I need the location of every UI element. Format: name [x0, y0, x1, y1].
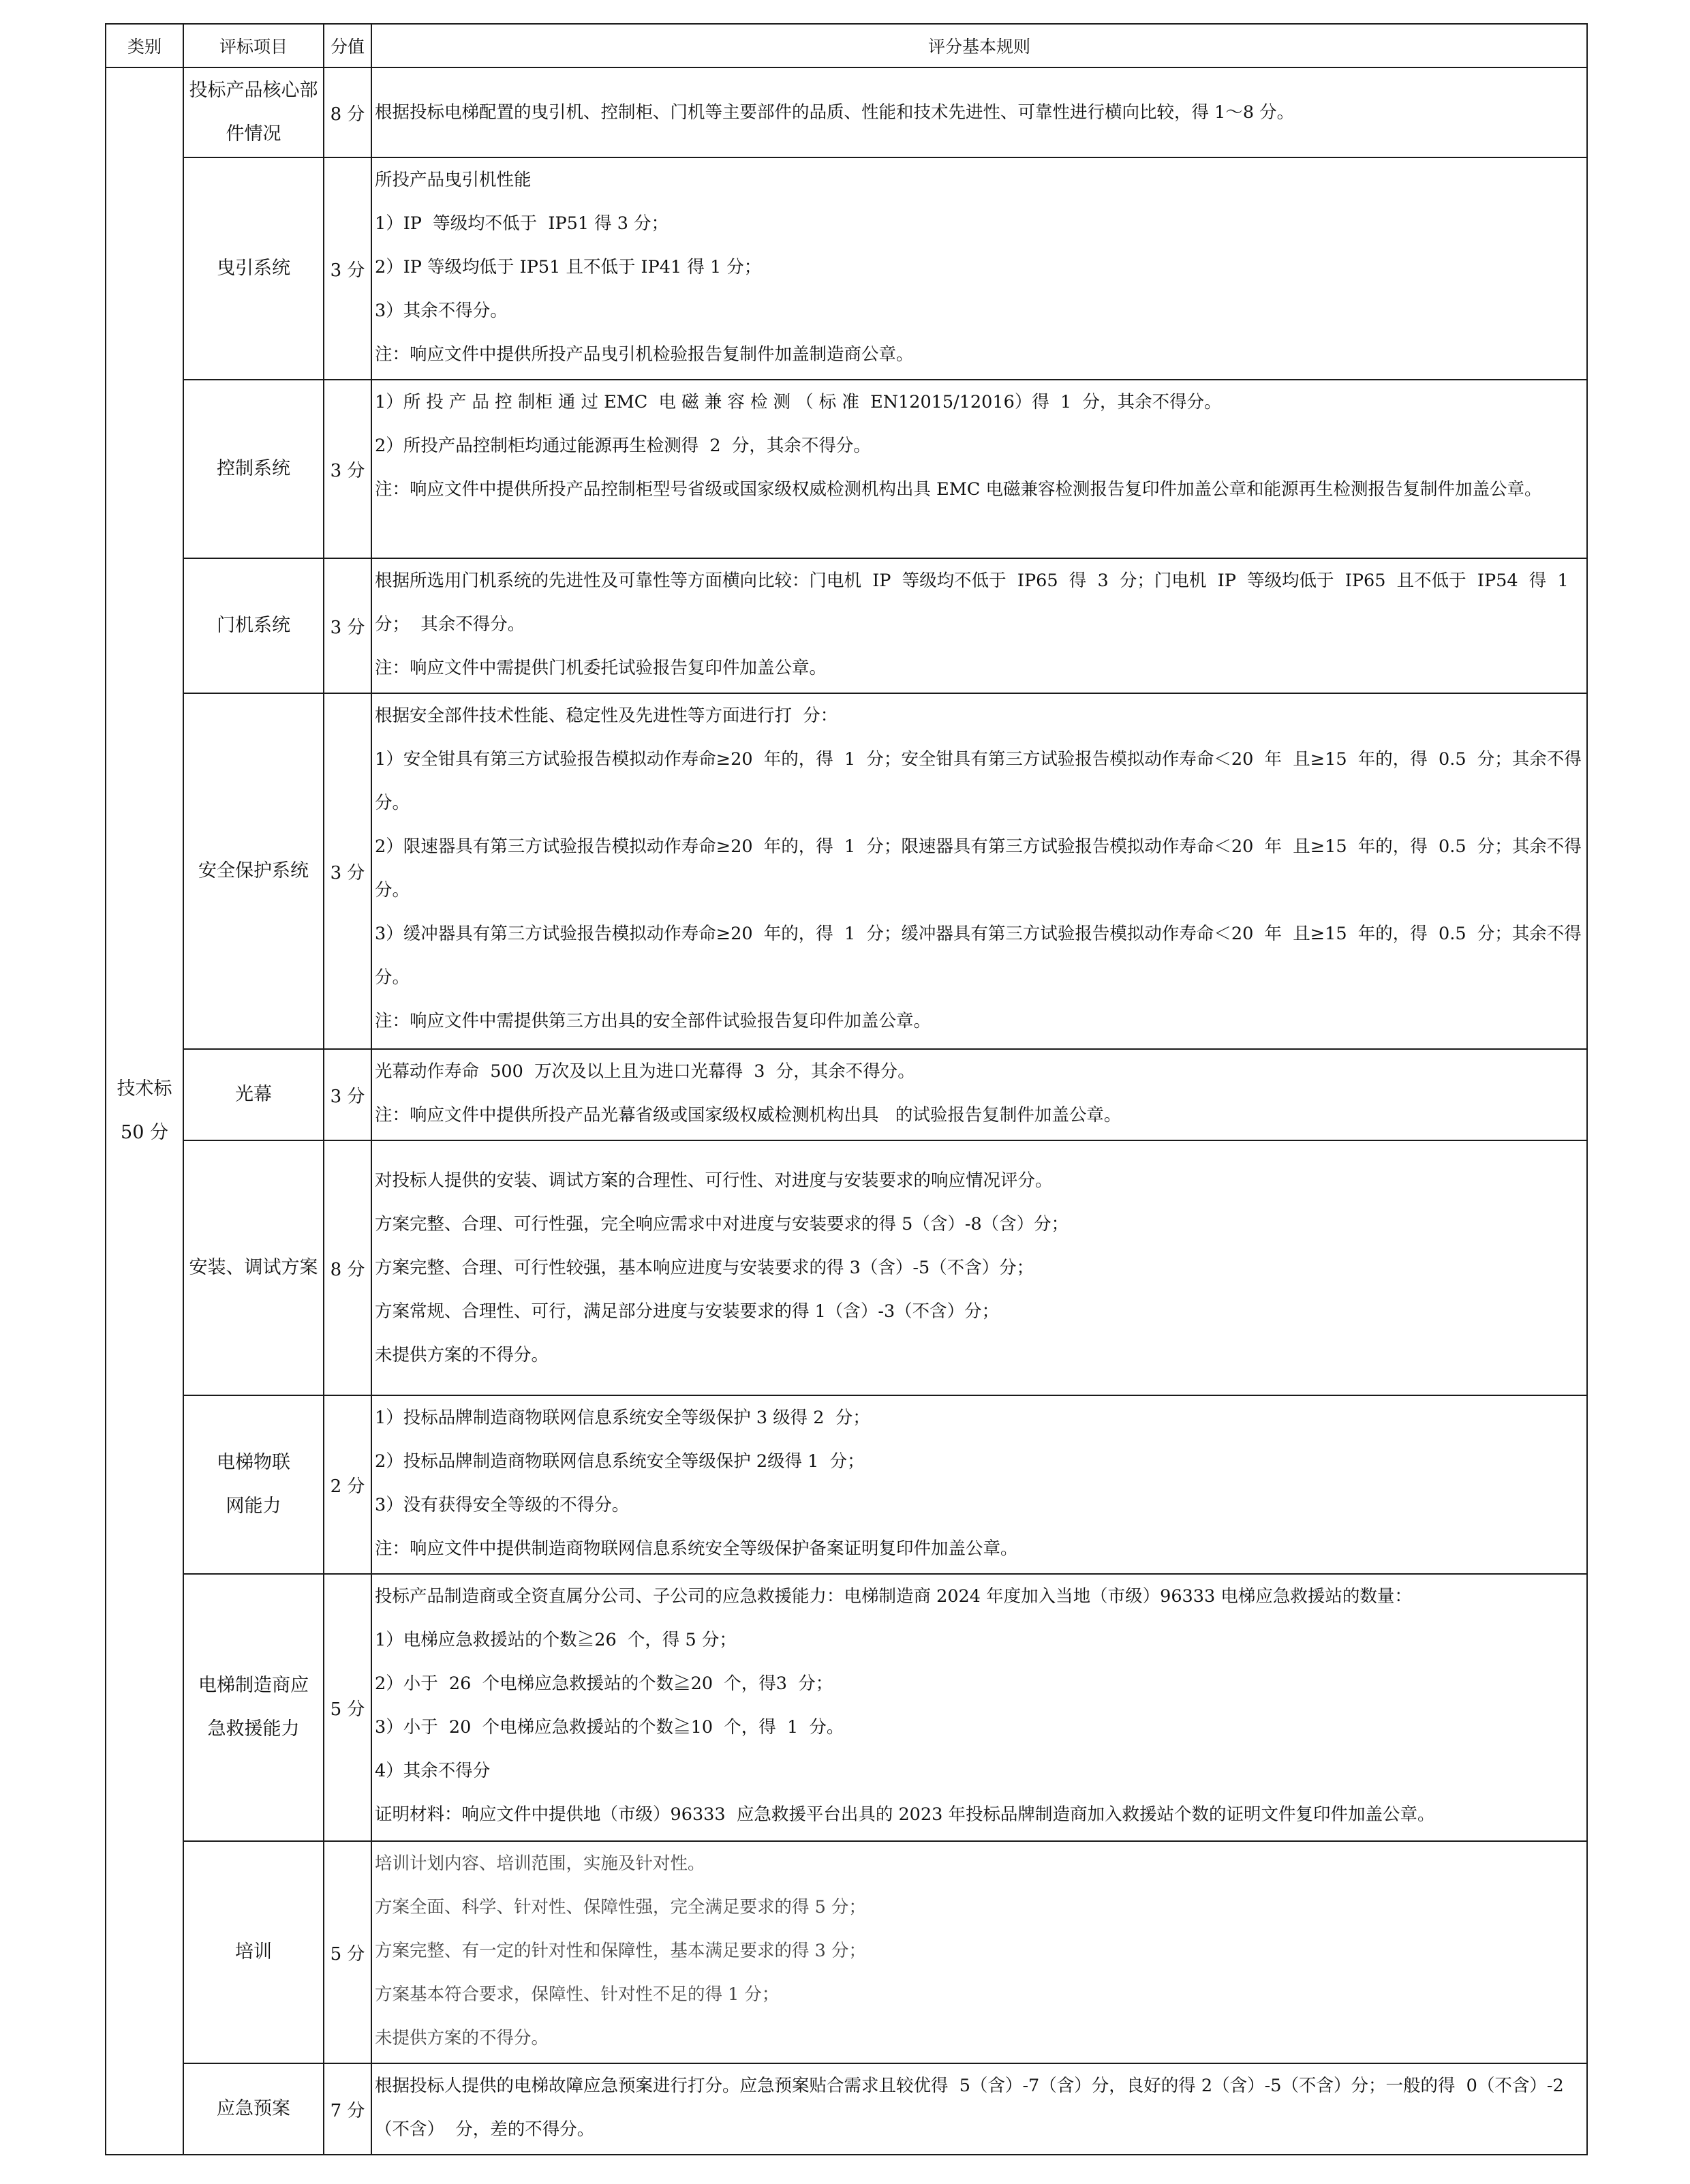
header-category: 类别: [106, 24, 183, 67]
rule-cell: [371, 1395, 1587, 1574]
rule-cell: [371, 558, 1587, 693]
item-cell: 光幕: [183, 1049, 324, 1140]
category-score: 50 分: [121, 1122, 168, 1143]
score-cell: 7 分: [324, 2063, 371, 2155]
rule-cell: [371, 1841, 1587, 2063]
item-cell: 安装、调试方案: [183, 1140, 324, 1395]
rule-line: 未提供方案的不得分。: [375, 2028, 549, 2048]
rule-line: 光幕动作寿命 500 万次及以上且为进口光幕得 3 分，其余不得分。: [375, 1061, 915, 1082]
rule-cell: [371, 380, 1587, 558]
rule-line: 未提供方案的不得分。: [375, 1345, 549, 1365]
rule-line: 注：响应文件中需提供第三方出具的安全部件试验报告复印件加盖公章。: [375, 1011, 932, 1031]
rule-line: 2）投标品牌制造商物联网信息系统安全等级保护 2级得 1 分；: [375, 1451, 865, 1472]
rule-line: 所投产品曳引机性能: [375, 170, 532, 190]
item-label: 电梯物联网能力: [217, 1452, 290, 1517]
rule-cell: [371, 1574, 1587, 1841]
table-row: [106, 67, 1587, 157]
rule-cell: [371, 1049, 1587, 1140]
item-cell: 培训: [183, 1841, 324, 2063]
rule-cell: [371, 693, 1587, 1049]
rule-line: 投标产品制造商或全资直属分公司、子公司的应急救援能力：电梯制造商 2024 年度加入当地（市级）96333 电梯应急救援站的数量：: [375, 1586, 1412, 1607]
rule-line: 方案完整、合理、可行性较强，基本响应进度与安装要求的得 3（含）-5（不含）分；: [375, 1258, 1034, 1278]
rule-line: 方案完整、有一定的针对性和保障性，基本满足要求的得 3 分；: [375, 1941, 866, 1961]
score-cell: 3 分: [324, 1049, 371, 1140]
rule-line: 方案常规、合理性、可行，满足部分进度与安装要求的得 1（含）-3（不含）分；: [375, 1301, 1000, 1322]
rule-line: 注：响应文件中提供制造商物联网信息系统安全等级保护备案证明复印件加盖公章。: [375, 1538, 1018, 1559]
rule-cell: [371, 1140, 1587, 1395]
scoring-table: [105, 23, 1588, 2155]
table-row: [106, 157, 1587, 380]
score-cell: 3 分: [324, 693, 371, 1049]
rule-line: 3）缓冲器具有第三方试验报告模拟动作寿命≥20 年的，得 1 分；缓冲器具有第三方试验报告模拟动作寿命＜20 年 且≥15 年的，得 0.5 分；其余不得分。: [375, 924, 1582, 988]
rule-line: 1）所 投 产 品 控 制柜 通 过 EMC 电 磁 兼 容 检 测 （ 标 准 EN12015/12016）得 1 分，其余不得分。: [375, 392, 1222, 412]
rule-line: 2）限速器具有第三方试验报告模拟动作寿命≥20 年的，得 1 分；限速器具有第三方试验报告模拟动作寿命＜20 年 且≥15 年的，得 0.5 分；其余不得分。: [375, 836, 1582, 900]
rule-line: 1）安全钳具有第三方试验报告模拟动作寿命≥20 年的，得 1 分；安全钳具有第三方试验报告模拟动作寿命＜20 年 且≥15 年的，得 0.5 分；其余不得分。: [375, 749, 1582, 813]
rule-line: 注：响应文件中提供所投产品光幕省级或国家级权威检测机构出具 的试验报告复制件加盖公章。: [375, 1105, 1122, 1125]
rule-line: 方案完整、合理、可行性强，完全响应需求中对进度与安装要求的得 5（含）-8（含）分；: [375, 1214, 1069, 1234]
table-row: [106, 2063, 1587, 2155]
table-row: [106, 1140, 1587, 1395]
item-cell: [183, 1395, 324, 1574]
item-cell: 控制系统: [183, 380, 324, 558]
rule-line: 4）其余不得分: [375, 1761, 491, 1781]
rule-line: 1）电梯应急救援站的个数≧26 个，得 5 分；: [375, 1630, 737, 1650]
table-row: [106, 693, 1587, 1049]
rule-line: 注：响应文件中需提供门机委托试验报告复印件加盖公章。: [375, 658, 827, 678]
rule-cell: [371, 157, 1587, 380]
rule-cell: [371, 67, 1587, 157]
item-cell: 安全保护系统: [183, 693, 324, 1049]
table-row: [106, 380, 1587, 558]
category-name: 技术标: [117, 1078, 172, 1099]
category-cell: [106, 67, 183, 2155]
rule-line: 根据投标人提供的电梯故障应急预案进行打分。应急预案贴合需求且较优得 5（含）-7（含）分，良好的得 2（含）-5（不含）分；一般的得 0（不含）-2（不含） 分，差的不得分。: [375, 2076, 1564, 2140]
rule-line: 1）IP 等级均不低于 IP51 得 3 分；: [375, 213, 669, 234]
table-row: [106, 1395, 1587, 1574]
rule-line: 2）小于 26 个电梯应急救援站的个数≧20 个，得3 分；: [375, 1673, 833, 1694]
rule-line: 1）投标品牌制造商物联网信息系统安全等级保护 3 级得 2 分；: [375, 1408, 870, 1428]
item-cell: [183, 1574, 324, 1841]
score-cell: 3 分: [324, 380, 371, 558]
rule-line: 注：响应文件中提供所投产品控制柜型号省级或国家级权威检测机构出具 EMC 电磁兼容检测报告复印件加盖公章和能源再生检测报告复制件加盖公章。: [375, 479, 1542, 500]
rule-line: 培训计划内容、培训范围，实施及针对性。: [375, 1853, 705, 1874]
rule-line: 方案全面、科学、针对性、保障性强，完全满足要求的得 5 分；: [375, 1897, 866, 1917]
rule-line: 3）其余不得分。: [375, 301, 508, 321]
rule-line: 3）没有获得安全等级的不得分。: [375, 1495, 630, 1515]
item-cell: 应急预案: [183, 2063, 324, 2155]
score-cell: 5 分: [324, 1841, 371, 2063]
header-score: 分值: [324, 24, 371, 67]
item-cell: 门机系统: [183, 558, 324, 693]
score-cell: 2 分: [324, 1395, 371, 1574]
score-cell: 3 分: [324, 558, 371, 693]
rule-line: 3）小于 20 个电梯应急救援站的个数≧10 个，得 1 分。: [375, 1717, 844, 1738]
rule-line: 2）IP 等级均低于 IP51 且不低于 IP41 得 1 分；: [375, 257, 762, 277]
item-cell: 曳引系统: [183, 157, 324, 380]
rule-line: 2）所投产品控制柜均通过能源再生检测得 2 分，其余不得分。: [375, 436, 871, 456]
rule-line: 对投标人提供的安装、调试方案的合理性、可行性、对进度与安装要求的响应情况评分。: [375, 1170, 1053, 1191]
table-row: [106, 1841, 1587, 2063]
item-cell: 投标产品核心部件情况: [183, 67, 324, 157]
rule-line: 注：响应文件中提供所投产品曳引机检验报告复制件加盖制造商公章。: [375, 344, 914, 365]
rule-line: 根据投标电梯配置的曳引机、控制柜、门机等主要部件的品质、性能和技术先进性、可靠性进行横向比较，得 1～8 分。: [375, 102, 1295, 123]
rule-cell: [371, 2063, 1587, 2155]
rule-line: 根据所选用门机系统的先进性及可靠性等方面横向比较：门电机 IP 等级均不低于 IP65 得 3 分；门电机 IP 等级均低于 IP65 且不低于 IP54 得 1 分； 其余不得分。: [375, 571, 1580, 635]
score-cell: 3 分: [324, 157, 371, 380]
table-row: [106, 1574, 1587, 1841]
table-row: [106, 1049, 1587, 1140]
rule-line: 根据安全部件技术性能、稳定性及先进性等方面进行打 分：: [375, 706, 838, 726]
score-cell: 5 分: [324, 1574, 371, 1841]
item-label: 电梯制造商应急救援能力: [198, 1675, 309, 1740]
rule-line: 方案基本符合要求，保障性、针对性不足的得 1 分；: [375, 1984, 780, 2005]
rule-line: 证明材料：响应文件中提供地（市级）96333 应急救援平台出具的 2023 年投标品牌制造商加入救援站个数的证明文件复印件加盖公章。: [375, 1804, 1435, 1825]
header-rules: 评分基本规则: [371, 24, 1587, 67]
table-header-row: [106, 24, 1587, 67]
score-cell: 8 分: [324, 1140, 371, 1395]
score-cell: 8 分: [324, 67, 371, 157]
header-item: 评标项目: [183, 24, 324, 67]
table-row: [106, 558, 1587, 693]
